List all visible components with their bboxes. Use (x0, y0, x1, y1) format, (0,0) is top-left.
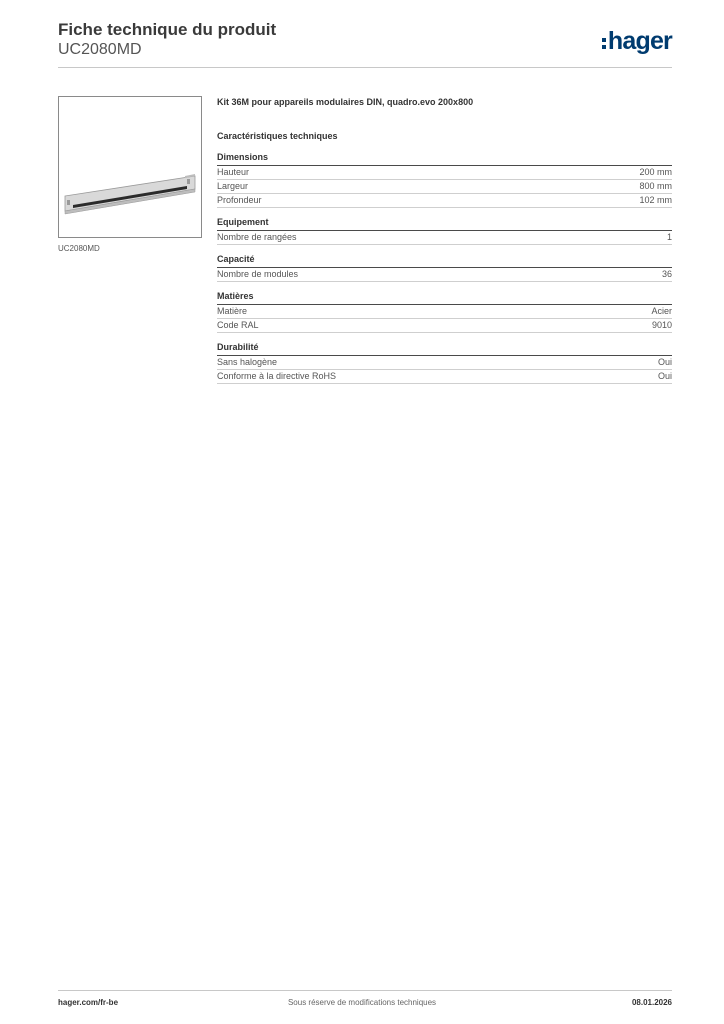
header-divider (58, 67, 672, 68)
section-title: Capacité (217, 254, 672, 268)
spec-value: 9010 (651, 320, 672, 330)
spec-row (217, 319, 672, 333)
spec-row (217, 268, 672, 282)
spec-value: 200 mm (639, 167, 672, 177)
footer-divider (58, 990, 672, 991)
footer-website-link[interactable]: hager.com/fr-be (58, 998, 119, 1007)
footer-date: 08.01.2026 (631, 998, 672, 1007)
section-dimensions (217, 152, 672, 208)
spec-row (217, 356, 672, 370)
spec-value: 1 (666, 232, 672, 242)
tech-characteristics-title: Caractéristiques techniques (217, 131, 338, 141)
spec-label: Code RAL (217, 320, 259, 330)
page-title: Fiche technique du produit (58, 20, 277, 39)
spec-row (217, 305, 672, 319)
spec-value: Oui (657, 371, 672, 381)
spec-label: Nombre de rangées (217, 232, 297, 242)
product-image (58, 96, 202, 238)
spec-row (217, 194, 672, 208)
spec-value: 800 mm (639, 181, 672, 191)
hager-logo (602, 26, 672, 56)
spec-label: Nombre de modules (217, 269, 299, 279)
spec-label: Hauteur (217, 167, 250, 177)
section-equipement (217, 217, 672, 245)
section-title: Durabilité (217, 342, 672, 356)
spec-label: Conforme à la directive RoHS (217, 371, 337, 381)
image-caption: UC2080MD (58, 244, 100, 253)
logo-dots-icon (602, 37, 606, 51)
spec-value: 36 (661, 269, 672, 279)
spec-label: Largeur (217, 181, 249, 191)
product-details (217, 96, 672, 393)
section-capacite (217, 254, 672, 282)
spec-label: Matière (217, 306, 248, 316)
din-rail-panel-icon (59, 97, 201, 237)
footer-notice: Sous réserve de modifications techniques (287, 998, 437, 1007)
spec-row (217, 370, 672, 384)
spec-value: Acier (651, 306, 672, 316)
spec-row (217, 231, 672, 245)
section-title: Dimensions (217, 152, 672, 166)
product-reference: UC2080MD (58, 41, 142, 58)
section-matieres (217, 291, 672, 333)
logo-wordmark: hager (607, 27, 672, 55)
spec-value: Oui (657, 357, 672, 367)
spec-row (217, 166, 672, 180)
section-title: Equipement (217, 217, 672, 231)
spec-label: Profondeur (217, 195, 262, 205)
spec-value: 102 mm (639, 195, 672, 205)
section-durabilite (217, 342, 672, 384)
spec-row (217, 180, 672, 194)
spec-label: Sans halogène (217, 357, 278, 367)
section-title: Matières (217, 291, 672, 305)
product-description: Kit 36M pour appareils modulaires DIN, quadro.evo 200x800 (217, 97, 474, 107)
